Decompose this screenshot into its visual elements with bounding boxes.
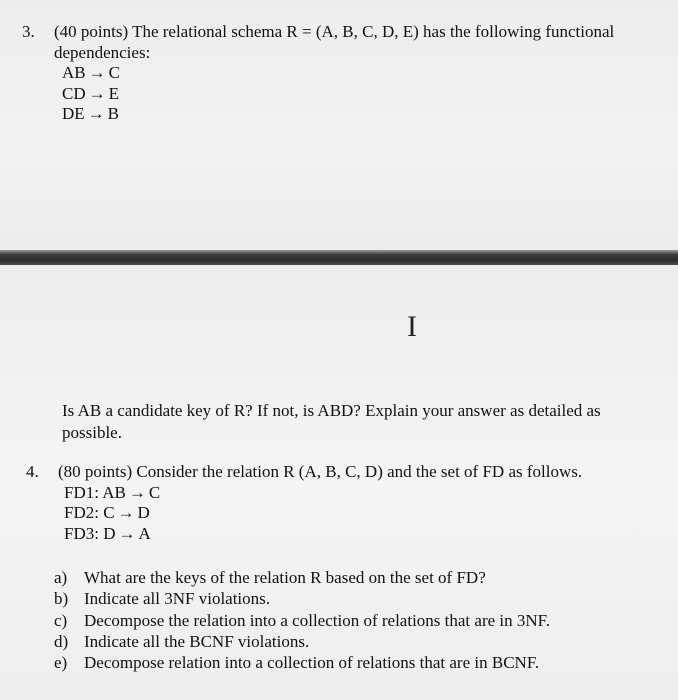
part-letter: d)	[54, 631, 69, 651]
fd-item	[64, 524, 666, 545]
page-divider	[0, 250, 678, 265]
question-4-text: (80 points) Consider the relation R (A, B, C, D) and the set of FD as follows.	[58, 462, 583, 481]
fd-rhs: E	[108, 83, 120, 103]
fd-item	[62, 63, 672, 84]
fd-rhs: D	[137, 503, 150, 522]
fd-rhs: B	[107, 104, 120, 123]
part-letter: a)	[54, 568, 68, 587]
part-letter: c)	[54, 610, 68, 630]
part-item	[54, 610, 664, 631]
fd-rhs: A	[138, 523, 151, 543]
fd-rhs: C	[108, 63, 120, 82]
fd-lhs: CD	[62, 83, 86, 103]
part-text: Indicate all 3NF violations.	[84, 589, 271, 609]
part-letter: e)	[54, 653, 68, 673]
fd-lhs: AB	[62, 63, 86, 82]
question-3	[22, 21, 672, 125]
arrow-icon: →	[88, 83, 106, 103]
fd-item	[62, 84, 672, 105]
fd-lhs: DE	[62, 104, 85, 123]
fd-item	[62, 104, 672, 125]
question-4-fd-list	[64, 483, 666, 545]
part-item	[54, 567, 664, 588]
part-text: Decompose relation into a collection of relations that are in BCNF.	[84, 653, 540, 673]
fd-item	[64, 503, 666, 524]
fd-lhs: FD1: AB	[64, 482, 126, 502]
question-3-text: (40 points) The relational schema R = (A, B, C, D, E) has the following functional dependencies:	[54, 22, 615, 62]
question-3-number: 3.	[22, 22, 35, 41]
part-item	[54, 631, 664, 652]
question-3-header	[22, 21, 672, 63]
part-letter: b)	[54, 589, 69, 609]
question-4-number: 4.	[26, 462, 39, 481]
fd-item	[64, 483, 666, 504]
question-4-header	[26, 462, 666, 483]
arrow-icon: →	[88, 63, 106, 82]
question-4	[26, 462, 666, 544]
question-4-parts	[54, 567, 664, 673]
arrow-icon: →	[128, 482, 146, 502]
arrow-icon: →	[118, 523, 136, 543]
part-text: Decompose the relation into a collection of relations that are in 3NF.	[84, 610, 550, 630]
fd-lhs: FD3: D	[64, 523, 116, 543]
question-3-prompt: Is AB a candidate key of R? If not, is ABD? Explain your answer as detailed as possible.	[62, 401, 601, 442]
part-text: What are the keys of the relation R based on the set of FD?	[84, 568, 486, 587]
text-cursor-icon: I	[407, 310, 417, 343]
question-3-fd-list	[62, 63, 672, 125]
part-text: Indicate all the BCNF violations.	[84, 631, 310, 651]
arrow-icon: →	[117, 503, 135, 522]
fd-rhs: C	[148, 482, 161, 502]
arrow-icon: →	[87, 104, 105, 123]
part-item	[54, 652, 664, 673]
fd-lhs: FD2: C	[64, 503, 115, 522]
part-item	[54, 588, 664, 609]
